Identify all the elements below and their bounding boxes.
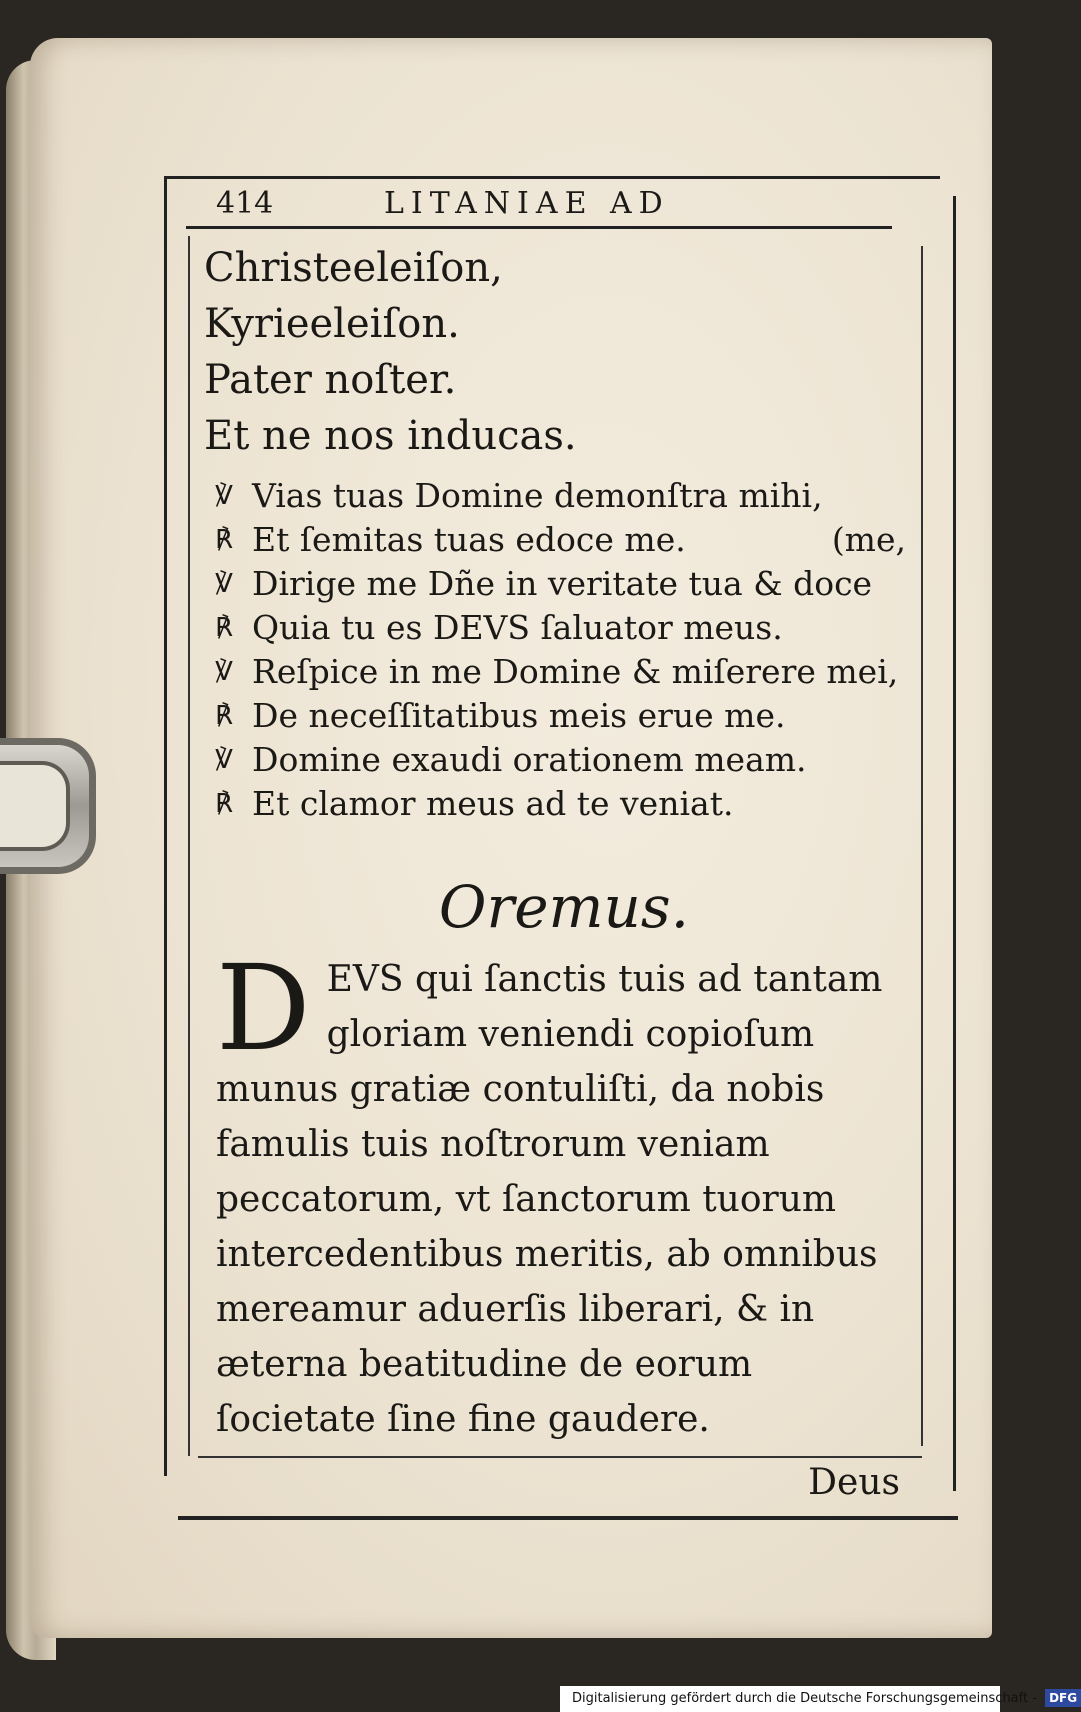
- frame-top-rule: [166, 176, 940, 179]
- response-symbol: ℟: [215, 789, 233, 819]
- response-line: [204, 606, 924, 650]
- catchword-rule: [198, 1456, 922, 1458]
- text-line: Kyrieeleiſon.: [204, 301, 460, 347]
- running-head: [216, 186, 916, 222]
- frame-right-rule: [953, 196, 956, 1491]
- header-title: LITANIAE AD: [384, 186, 670, 221]
- response-text: De neceſſitatibus meis erue me.: [252, 696, 786, 735]
- response-symbol: ℟: [215, 701, 233, 731]
- book-clasp: [0, 738, 96, 874]
- frame-left-rule: [164, 176, 167, 1476]
- page-number: 414: [216, 186, 274, 221]
- prayer-text: EVS qui ſanctis tuis ad tantam gloriam veniendi copioſum munus gratiæ contuliſti, da nobis famulis tuis noſtrorum veniam peccatorum, vt ſanctorum tuorum intercedentibus meritis, ab omnibus mereamur aduerſis liberari, & in æterna beatitudine de eorum ſocietate ſine fine gaudere.: [216, 959, 883, 1440]
- versicle-line: [204, 738, 924, 782]
- response-line: [204, 518, 924, 562]
- header-rule: [186, 226, 892, 229]
- response-symbol: ℟: [215, 525, 233, 555]
- prayer-paragraph: [216, 939, 922, 1447]
- response-line: [204, 782, 924, 826]
- text-left-rule: [188, 236, 190, 1456]
- response-symbol: ℟: [215, 613, 233, 643]
- versicle-line: [204, 474, 924, 518]
- line-overflow: (me,: [831, 520, 906, 559]
- versicle-line: [204, 650, 924, 694]
- versicle-symbol: ℣: [215, 569, 233, 599]
- clasp-inner: [0, 761, 70, 851]
- response-line: [204, 694, 924, 738]
- page-content: [204, 240, 924, 1440]
- frame-bottom-rule: [178, 1516, 958, 1520]
- credit-text: Digitalisierung gefördert durch die Deutsche Forschungsgemeinschaft -: [572, 1691, 1037, 1706]
- versicle-symbol: ℣: [215, 745, 233, 775]
- digitization-credit: [560, 1686, 1078, 1712]
- text-line: Pater noſter.: [204, 357, 457, 403]
- response-text: Quia tu es DEVS ſaluator meus.: [252, 608, 783, 647]
- dfg-logo: DFG: [1045, 1689, 1081, 1707]
- versicle-line: [204, 562, 924, 606]
- versicle-symbol: ℣: [215, 657, 233, 687]
- versicle-text: Domine exaudi orationem meam.: [252, 740, 807, 779]
- catchword: Deus: [808, 1462, 900, 1503]
- versicle-symbol: ℣: [215, 481, 233, 511]
- versicle-text: Dirige me Dñe in veritate tua & doce: [252, 564, 873, 603]
- oremus-heading: Oremus.: [438, 873, 690, 941]
- text-line: Christeeleiſon,: [204, 245, 503, 291]
- drop-cap: D: [216, 939, 311, 1077]
- response-text: Et clamor meus ad te veniat.: [252, 784, 734, 823]
- versicle-text: Vias tuas Domine demonſtra mihi,: [252, 476, 823, 515]
- text-line: Et ne nos inducas.: [204, 413, 577, 459]
- versicles-block: [204, 474, 924, 826]
- versicle-text: Reſpice in me Domine & miſerere mei,: [252, 652, 899, 691]
- response-text: Et ſemitas tuas edoce me.: [252, 520, 686, 559]
